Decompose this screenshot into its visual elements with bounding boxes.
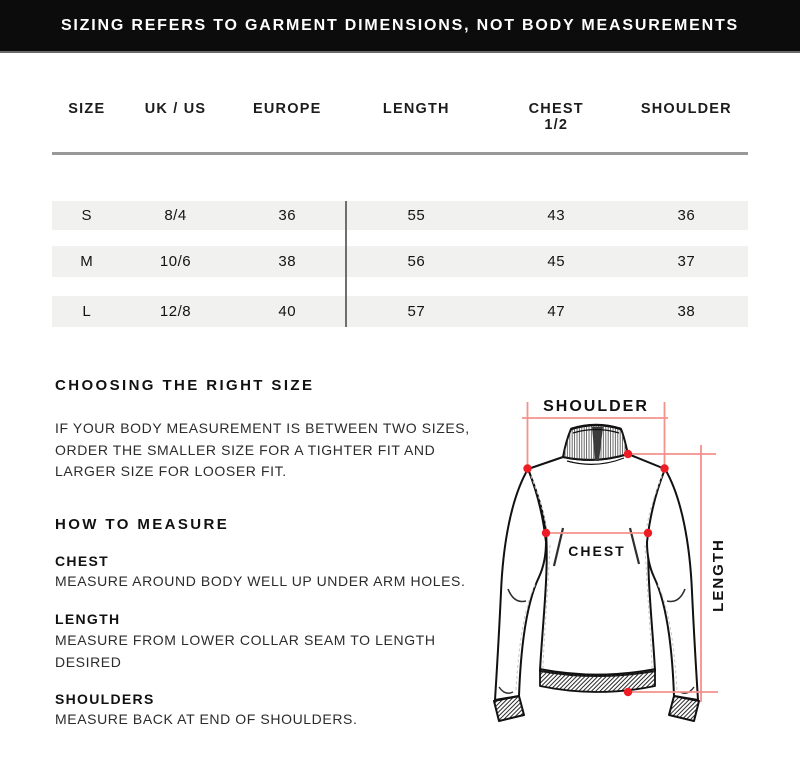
cell-length: 55	[407, 207, 426, 224]
paragraph-line: ORDER THE SMALLER SIZE FOR A TIGHTER FIT AND	[55, 441, 436, 458]
header-size: SIZE	[68, 101, 106, 117]
right-cuff	[669, 696, 699, 721]
table-header-row	[52, 101, 748, 133]
length-instruction-line: MEASURE FROM LOWER COLLAR SEAM TO LENGTH	[55, 632, 436, 648]
cell-uk-us: 12/8	[159, 303, 192, 320]
cell-uk-us: 8/4	[164, 207, 187, 224]
measure-point-dot	[660, 464, 668, 472]
cell-shoulder: 36	[677, 207, 696, 224]
measure-point-dot	[644, 529, 652, 537]
cell-length: 56	[407, 253, 426, 270]
cell-europe: 40	[278, 303, 297, 320]
choosing-size-paragraph	[55, 418, 470, 483]
length-diagram-label: LENGTH	[710, 538, 727, 612]
cell-chest-half: 45	[547, 253, 566, 270]
sweater-body	[528, 454, 665, 676]
cell-size: M	[80, 253, 94, 270]
length-instruction	[55, 630, 436, 673]
shoulders-subheading: SHOULDERS	[55, 691, 155, 707]
header-chest-line1: CHEST	[528, 101, 584, 117]
left-cuff	[494, 696, 524, 721]
cell-length: 57	[407, 303, 426, 320]
header-rule	[52, 152, 748, 155]
shoulders-instruction: MEASURE BACK AT END OF SHOULDERS.	[55, 711, 358, 727]
measure-point-dot	[542, 529, 550, 537]
paragraph-line: IF YOUR BODY MEASUREMENT IS BETWEEN TWO SIZES,	[55, 420, 470, 436]
top-banner	[0, 0, 800, 53]
cell-chest-half: 43	[547, 207, 566, 224]
cell-size: L	[82, 303, 92, 320]
length-instruction-line: DESIRED	[55, 653, 122, 670]
cell-europe: 36	[278, 207, 297, 224]
table-column-divider	[345, 201, 347, 327]
cell-size: S	[81, 207, 93, 224]
left-sleeve	[495, 469, 546, 700]
cell-europe: 38	[278, 253, 297, 270]
cell-shoulder: 38	[677, 303, 696, 320]
chest-subheading: CHEST	[55, 553, 109, 569]
table-row-s	[52, 201, 748, 230]
how-to-measure-heading: HOW TO MEASURE	[55, 516, 230, 533]
header-europe: EUROPE	[253, 101, 322, 117]
sweater-diagram-svg	[430, 365, 800, 777]
size-table	[52, 96, 748, 327]
shoulder-diagram-label: SHOULDER	[543, 398, 649, 415]
sweater-diagram	[430, 365, 800, 777]
length-subheading: LENGTH	[55, 611, 121, 627]
cell-chest-half: 47	[547, 303, 566, 320]
header-chest-half	[488, 101, 625, 133]
measure-point-dot	[523, 464, 531, 472]
chest-diagram-label: CHEST	[568, 543, 626, 559]
cell-shoulder: 37	[677, 253, 696, 270]
header-length: LENGTH	[382, 101, 450, 117]
table-row-m	[52, 246, 748, 277]
measure-point-dot	[624, 688, 632, 696]
paragraph-line: LARGER SIZE FOR LOOSER FIT.	[55, 463, 287, 479]
header-chest-line2: 1/2	[544, 117, 569, 133]
banner-text: SIZING REFERS TO GARMENT DIMENSIONS, NOT BODY MEASUREMENTS	[60, 16, 740, 34]
measure-point-dot	[624, 450, 632, 458]
header-shoulder: SHOULDER	[640, 101, 732, 117]
header-uk-us: UK / US	[144, 101, 207, 117]
cell-uk-us: 10/6	[159, 253, 192, 270]
choosing-size-heading: CHOOSING THE RIGHT SIZE	[55, 377, 315, 394]
chest-instruction: MEASURE AROUND BODY WELL UP UNDER ARM HOLES.	[55, 573, 466, 589]
table-row-l	[52, 296, 748, 327]
